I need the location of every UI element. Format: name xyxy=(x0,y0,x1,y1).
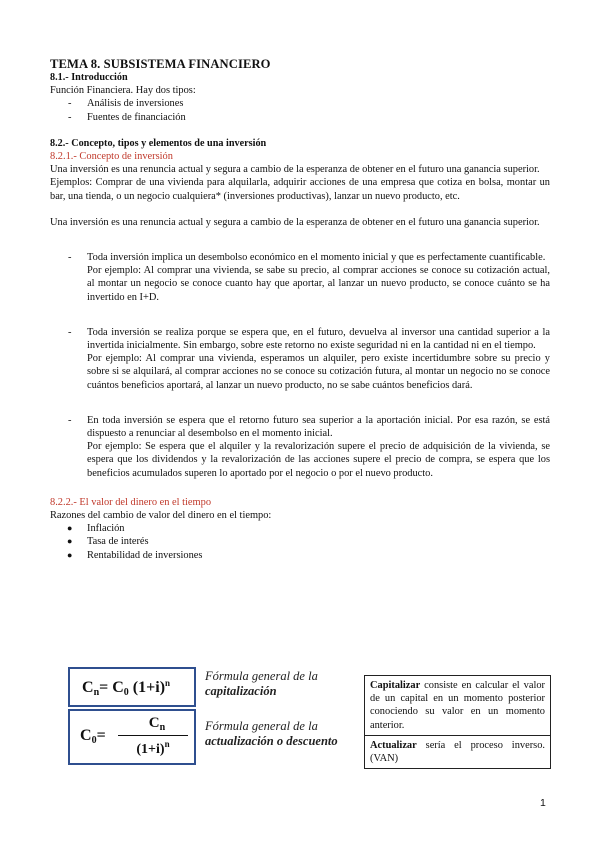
bullet-dot-icon: ● xyxy=(67,536,73,547)
list-item xyxy=(50,326,550,352)
dash-marker: - xyxy=(68,98,72,110)
actualizar-definition: Actualizar sería el proceso inverso. (VAN) xyxy=(365,735,550,768)
examples-paragraph: Ejemplos: Comprar de una vivienda para alquilarla, adquirir acciones de una empresa que cotiza en bolsa, montar un bar, una tienda, o un negocio cualquiera* (inversiones productivas), lanzar un nuevo producto, etc. xyxy=(50,177,550,202)
dash-marker: - xyxy=(68,252,72,264)
actualization-formula-box xyxy=(68,709,196,765)
definitions-box xyxy=(364,675,551,769)
dash-marker: - xyxy=(68,326,72,338)
capitalization-formula-label: Fórmula general de la capitalización xyxy=(205,669,318,698)
list-item xyxy=(50,251,550,264)
list-item xyxy=(50,97,550,110)
list-item-text: Toda inversión implica un desembolso económico en el momento inicial y que es perfectamente cuantificable. xyxy=(87,252,546,264)
list-item-text: En toda inversión se espera que el retorno futuro sea superior a la aportación inicial. Por esa razón, se está dispuesto a renunciar al desembolso en el momento inicial. xyxy=(87,414,550,440)
list-item-text: Toda inversión se realiza porque se espera que, en el futuro, devuelva al inversor una cantidad superior a la invertida inicialmente. Sin embargo, sobre este retorno no existe seguridad ni en la cantidad ni en el tiempo. xyxy=(87,326,550,352)
capitalization-formula-box xyxy=(68,667,196,707)
characteristics-list xyxy=(50,326,550,352)
list-item xyxy=(50,535,550,548)
example-text: Por ejemplo: Al comprar una vivienda, esperamos un alquiler, pero existe incertidumbre sobre su precio y sobre si se alquilará, al comprar acciones no se conoce su cotización futura, al montar un negocio no se conoce cuántos beneficios aportará, al lanzar un nuevo producto, no se sabe cuántos beneficios dará. xyxy=(87,353,550,391)
capitalization-formula: Cn= C0 $(1+i)^n$ xyxy=(82,678,171,698)
list-item xyxy=(50,549,550,562)
characteristics-list xyxy=(50,251,550,264)
fraction-numerator: $C_n$ xyxy=(148,715,166,733)
list-item xyxy=(50,522,550,535)
example-text: Por ejemplo: Al comprar una vivienda, se sabe su precio, al comprar acciones se conoce su cotización actual, al montar un negocio se conoce cuanto hay que aportar, al lanzar un nuevo producto, se conoce cuánto se ha invertido en I+D. xyxy=(87,265,550,303)
section-8-2-2-intro: Razones del cambio de valor del dinero en el tiempo: xyxy=(50,510,272,522)
capitalizar-definition: Capitalizar consiste en calcular el valor de un capital en un momento posterior conociendo su valor en un momento anterior. xyxy=(370,680,545,731)
definition-paragraph-repeat: Una inversión es una renuncia actual y segura a cambio de la esperanza de obtener en el futuro una ganancia superior. xyxy=(50,216,540,228)
section-8-2-2-heading: 8.2.2.- El valor del dinero en el tiempo xyxy=(50,496,212,508)
list-item-text: Inflación xyxy=(87,523,125,535)
fraction-denominator: $(1+i)^n$ xyxy=(136,739,170,757)
dash-marker: - xyxy=(68,414,72,426)
section-8-1-list xyxy=(50,97,550,123)
page-number: 1 xyxy=(540,797,546,809)
list-item-text: Fuentes de financiación xyxy=(87,111,186,123)
actualization-formula-lhs: C0= xyxy=(80,727,106,746)
actualization-formula-label: Fórmula general de la actualización o descuento xyxy=(205,719,338,748)
section-8-2-1-heading: 8.2.1.- Concepto de inversión xyxy=(50,151,173,163)
bullet-dot-icon: ● xyxy=(67,549,73,560)
fraction-bar xyxy=(118,735,188,736)
list-item xyxy=(50,111,550,124)
document-title: TEMA 8. SUBSISTEMA FINANCIERO xyxy=(50,57,271,71)
reasons-list xyxy=(50,522,550,562)
section-8-2-heading: 8.2.- Concepto, tipos y elementos de una inversión xyxy=(50,137,267,149)
page-content xyxy=(50,57,550,562)
list-item xyxy=(50,414,550,440)
bullet-dot-icon: ● xyxy=(67,523,73,534)
example-text: Por ejemplo: Se espera que el alquiler y la revalorización supere el precio de adquisición de la vivienda, se espera que los dividendos y la revalorización de las acciones supere el precio de compra, se espera que los beneficios acumulados superen lo aportado por el negocio o por el nuevo producto. xyxy=(87,441,550,479)
list-item-text: Análisis de inversiones xyxy=(87,98,184,110)
definition-paragraph: Una inversión es una renuncia actual y segura a cambio de la esperanza de obtener en el futuro una ganancia superior. xyxy=(50,164,540,176)
characteristics-list xyxy=(50,414,550,440)
section-8-1-heading: 8.1.- Introducción xyxy=(50,72,128,83)
dash-marker: - xyxy=(68,111,72,123)
list-item-text: Tasa de interés xyxy=(87,536,149,548)
list-item-text: Rentabilidad de inversiones xyxy=(87,549,203,561)
section-8-1-intro: Función Financiera. Hay dos tipos: xyxy=(50,85,196,97)
